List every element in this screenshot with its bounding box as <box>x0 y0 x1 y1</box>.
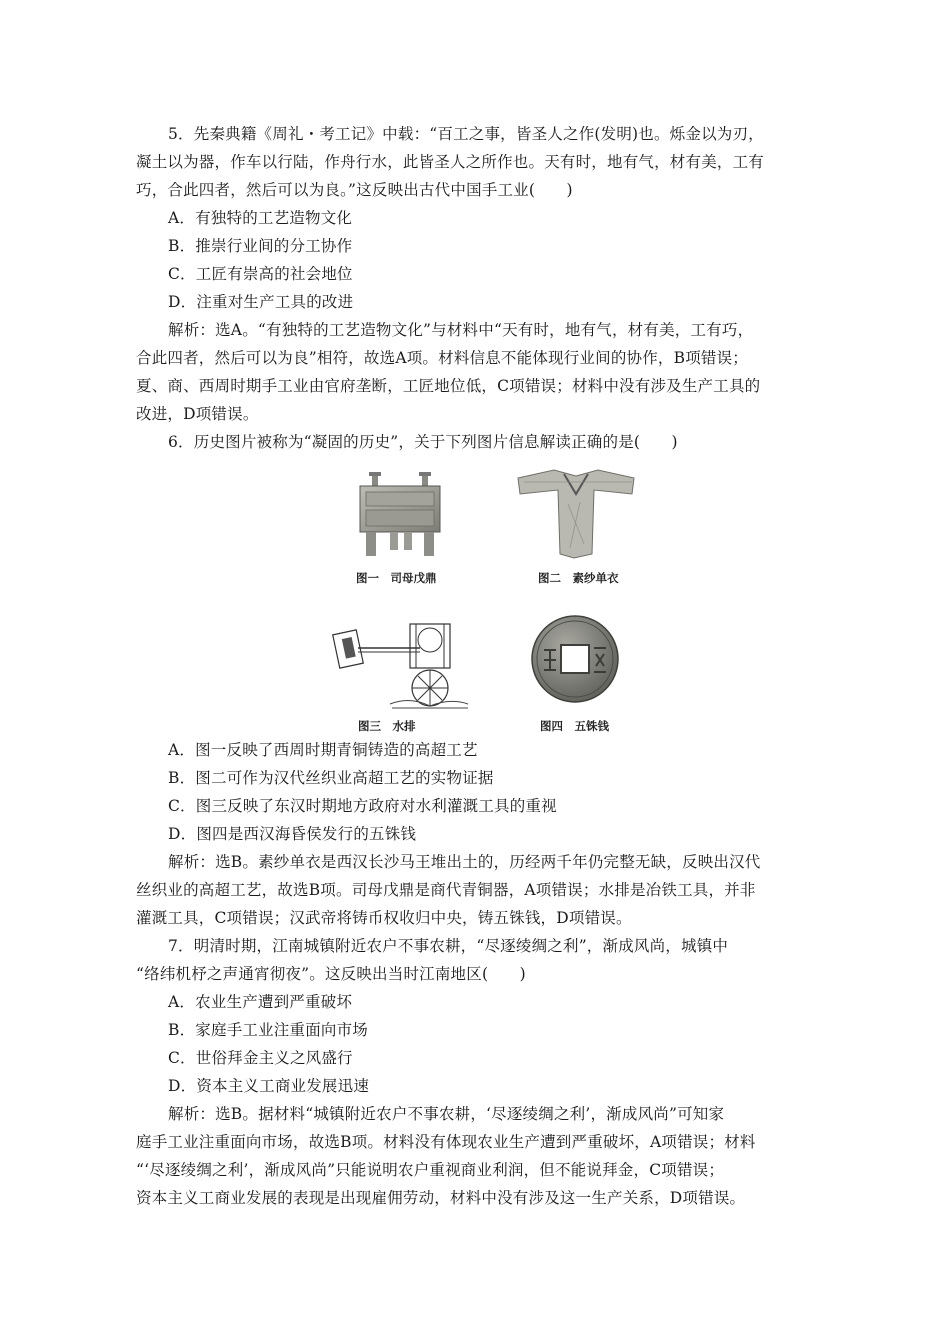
q5-analysis-line-4: 改进，D项错误。 <box>136 405 259 423</box>
q6-analysis-line-1: 解析：选B。素纱单衣是西汉长沙马王堆出土的，历经两千年仍完整无缺，反映出汉代 <box>168 853 761 871</box>
q7-analysis-line-3: “‘尽逐绫绸之利’，渐成风尚”只能说明农户重视商业利润，但不能说拜金，C项错误； <box>136 1161 725 1179</box>
q7-option-a: A．农业生产遭到严重破坏 <box>168 993 353 1011</box>
q6-option-c: C．图三反映了东汉时期地方政府对水利灌溉工具的重视 <box>168 797 557 815</box>
q5-analysis-line-2: 合此四者，然后可以为良”相符，故选A项。材料信息不能体现行业间的协作，B项错误； <box>136 349 749 367</box>
silk-robe-figure <box>514 464 638 560</box>
q7-analysis-line-4: 资本主义工商业发展的表现是出现雇佣劳动，材料中没有涉及这一生产关系，D项错误。 <box>136 1189 746 1207</box>
ding-figure <box>352 470 448 562</box>
q6-option-d: D．图四是西汉海昏侯发行的五铢钱 <box>168 825 417 843</box>
q6-analysis-line-3: 灌溉工具，C项错误；汉武帝将铸币权收归中央，铸五铢钱，D项错误。 <box>136 909 632 927</box>
q7-analysis-line-1: 解析：选B。据材料“城镇附近农户不事农耕，‘尽逐绫绸之利’，渐成风尚”可知家 <box>168 1105 725 1123</box>
q5-stem-line-1: 5．先秦典籍《周礼・考工记》中载：“百工之事，皆圣人之作(发明)也。烁金以为刃， <box>168 125 764 143</box>
coin-figure <box>530 614 620 704</box>
q7-stem-line-1: 7．明清时期，江南城镇附近农户不事农耕，“尽逐绫绸之利”，渐成风尚，城镇中 <box>168 937 729 955</box>
fig4-caption: 图四 五铢钱 <box>540 719 609 733</box>
q5-stem-line-3: 巧，合此四者，然后可以为良。”这反映出古代中国手工业( ) <box>136 181 573 199</box>
silk-robe-icon <box>514 464 638 560</box>
q5-option-d: D．注重对生产工具的改进 <box>168 293 354 311</box>
water-bellows-icon <box>330 618 470 710</box>
water-bellows-figure <box>330 618 470 710</box>
fig3-caption: 图三 水排 <box>358 719 416 733</box>
fig2-caption: 图二 素纱单衣 <box>538 571 619 585</box>
q6-stem: 6．历史图片被称为“凝固的历史”，关于下列图片信息解读正确的是( ) <box>168 433 678 451</box>
q5-option-c: C．工匠有崇高的社会地位 <box>168 265 353 283</box>
ding-icon <box>352 470 448 562</box>
wuzhu-coin-icon <box>530 614 620 704</box>
q5-option-a: A．有独特的工艺造物文化 <box>168 209 353 227</box>
q6-option-b: B．图二可作为汉代丝织业高超工艺的实物证据 <box>168 769 494 787</box>
q5-analysis-line-3: 夏、商、西周时期手工业由官府垄断，工匠地位低，C项错误；材料中没有涉及生产工具的 <box>136 377 761 395</box>
q7-option-c: C．世俗拜金主义之风盛行 <box>168 1049 353 1067</box>
q7-analysis-line-2: 庭手工业注重面向市场，故选B项。材料没有体现农业生产遭到严重破坏，A项错误；材料 <box>136 1133 756 1151</box>
q7-option-b: B．家庭手工业注重面向市场 <box>168 1021 368 1039</box>
q5-analysis-line-1: 解析：选A。“有独特的工艺造物文化”与材料中“天有时，地有气，材有美，工有巧， <box>168 321 754 339</box>
q6-option-a: A．图一反映了西周时期青铜铸造的高超工艺 <box>168 741 478 759</box>
q7-option-d: D．资本主义工商业发展迅速 <box>168 1077 370 1095</box>
fig1-caption: 图一 司母戊鼎 <box>356 571 437 585</box>
q6-analysis-line-2: 丝织业的高超工艺，故选B项。司母戊鼎是商代青铜器，A项错误；水排是冶铁工具，并非 <box>136 881 756 899</box>
q5-option-b: B．推崇行业间的分工协作 <box>168 237 353 255</box>
q5-stem-line-2: 凝土以为器，作车以行陆，作舟行水，此皆圣人之所作也。天有时，地有气，材有美，工有 <box>136 153 765 171</box>
q7-stem-line-2: “络纬机杼之声通宵彻夜”。这反映出当时江南地区( ) <box>136 965 526 983</box>
